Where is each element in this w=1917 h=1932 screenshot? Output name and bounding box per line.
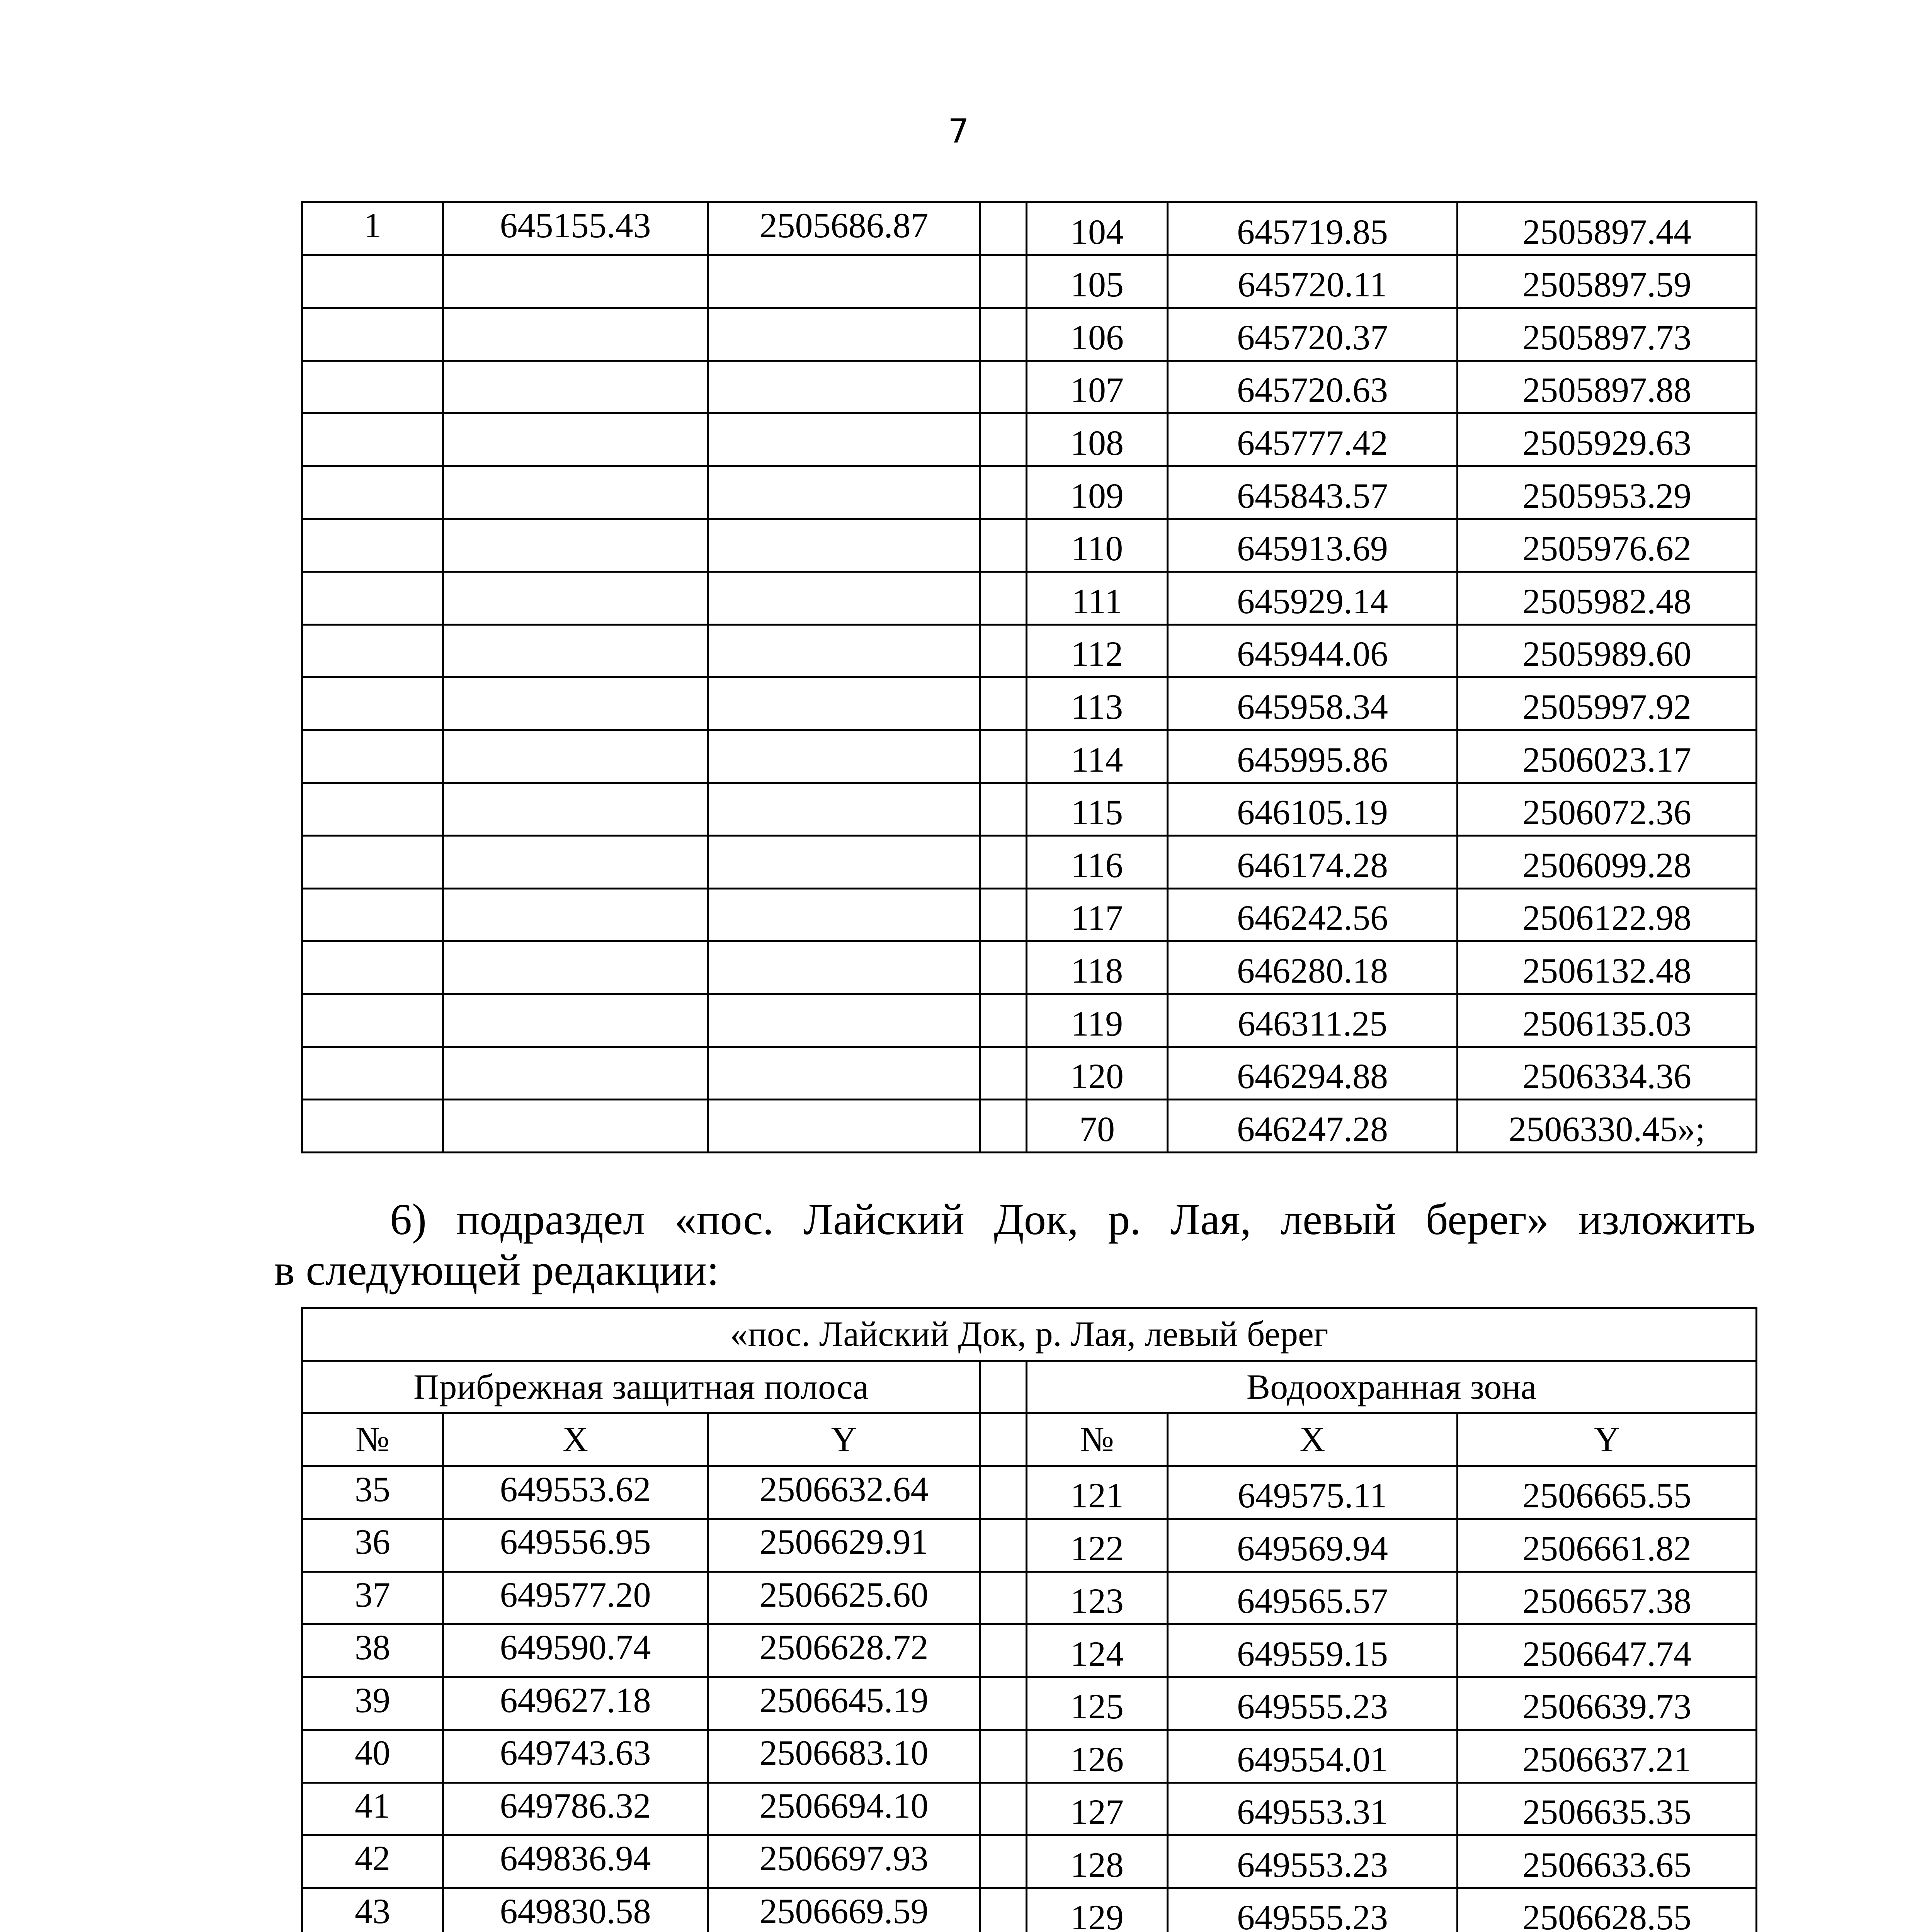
coordinates-table-lay-river: [301, 1307, 1757, 1932]
column-header-number: №: [302, 1413, 443, 1466]
table-row: [302, 1835, 1757, 1888]
spacer-cell: [980, 202, 1027, 255]
left-x-coordinate: [443, 255, 708, 308]
left-y-coordinate: 2506625.60: [708, 1571, 980, 1624]
left-point-number: [302, 466, 443, 519]
spacer-cell: [980, 466, 1027, 519]
amendment-paragraph-line: в следующей редакции:: [274, 1245, 719, 1295]
right-point-number: 120: [1027, 1047, 1168, 1100]
left-y-coordinate: [708, 572, 980, 625]
right-point-number: 109: [1027, 466, 1168, 519]
left-x-coordinate: [443, 1100, 708, 1153]
right-x-coordinate: 645929.14: [1168, 572, 1458, 625]
right-point-number: 105: [1027, 255, 1168, 308]
amendment-paragraph: [274, 1194, 1755, 1295]
right-y-coordinate: 2505953.29: [1458, 466, 1757, 519]
left-point-number: 36: [302, 1519, 443, 1572]
left-y-coordinate: 2506629.91: [708, 1519, 980, 1572]
left-point-number: [302, 413, 443, 466]
right-y-coordinate: 2505989.60: [1458, 624, 1757, 677]
coastal-protective-strip-header: Прибрежная защитная полоса: [302, 1361, 980, 1413]
left-y-coordinate: [708, 466, 980, 519]
right-point-number: 108: [1027, 413, 1168, 466]
left-point-number: [302, 836, 443, 889]
right-point-number: 127: [1027, 1782, 1168, 1835]
right-point-number: 121: [1027, 1466, 1168, 1519]
right-y-coordinate: 2506661.82: [1458, 1519, 1757, 1572]
left-point-number: [302, 624, 443, 677]
right-y-coordinate: 2506122.98: [1458, 888, 1757, 941]
right-x-coordinate: 649555.23: [1168, 1677, 1458, 1730]
left-x-coordinate: [443, 624, 708, 677]
right-point-number: 115: [1027, 783, 1168, 836]
right-x-coordinate: 649554.01: [1168, 1730, 1458, 1783]
right-y-coordinate: 2506072.36: [1458, 783, 1757, 836]
left-y-coordinate: 2506628.72: [708, 1624, 980, 1677]
right-point-number: 113: [1027, 677, 1168, 730]
table-row: [302, 255, 1757, 308]
table-row: [302, 1519, 1757, 1572]
table-row: [302, 1047, 1757, 1100]
spacer-cell: [980, 1100, 1027, 1153]
left-point-number: 35: [302, 1466, 443, 1519]
left-y-coordinate: 2506697.93: [708, 1835, 980, 1888]
right-x-coordinate: 649553.23: [1168, 1835, 1458, 1888]
coordinates-table-body: [302, 202, 1757, 1153]
right-y-coordinate: 2506330.45»;: [1458, 1100, 1757, 1153]
right-y-coordinate: 2506637.21: [1458, 1730, 1757, 1783]
right-y-coordinate: 2505897.73: [1458, 308, 1757, 361]
left-x-coordinate: 649836.94: [443, 1835, 708, 1888]
left-point-number: [302, 941, 443, 994]
left-x-coordinate: 649786.32: [443, 1782, 708, 1835]
left-x-coordinate: [443, 572, 708, 625]
right-point-number: 111: [1027, 572, 1168, 625]
spacer-cell: [980, 1466, 1027, 1519]
left-point-number: [302, 888, 443, 941]
right-point-number: 104: [1027, 202, 1168, 255]
left-y-coordinate: 2505686.87: [708, 202, 980, 255]
left-point-number: [302, 308, 443, 361]
spacer-cell: [980, 413, 1027, 466]
table-row: [302, 1730, 1757, 1783]
left-point-number: [302, 783, 443, 836]
amendment-paragraph-line: 6) подраздел «пос. Лайский Док, р. Лая, левый берег» изложить: [390, 1195, 1755, 1244]
left-point-number: 37: [302, 1571, 443, 1624]
left-x-coordinate: 649743.63: [443, 1730, 708, 1783]
right-x-coordinate: 646105.19: [1168, 783, 1458, 836]
spacer-cell: [980, 1677, 1027, 1730]
spacer-cell: [980, 1571, 1027, 1624]
right-point-number: 122: [1027, 1519, 1168, 1572]
spacer-cell: [980, 624, 1027, 677]
coordinates-table-body: [302, 1466, 1757, 1932]
left-y-coordinate: 2506694.10: [708, 1782, 980, 1835]
table-row: [302, 519, 1757, 572]
right-point-number: 107: [1027, 361, 1168, 413]
spacer-cell: [980, 1835, 1027, 1888]
table-row: [302, 624, 1757, 677]
right-x-coordinate: 649553.31: [1168, 1782, 1458, 1835]
spacer-cell: [980, 888, 1027, 941]
left-x-coordinate: [443, 519, 708, 572]
right-point-number: 114: [1027, 730, 1168, 783]
table-row: [302, 1888, 1757, 1932]
spacer-cell: [980, 572, 1027, 625]
spacer-cell: [980, 783, 1027, 836]
left-point-number: [302, 255, 443, 308]
spacer-cell: [980, 308, 1027, 361]
column-header-y: Y: [1458, 1413, 1757, 1466]
spacer-cell: [980, 677, 1027, 730]
column-header-x: X: [443, 1413, 708, 1466]
left-x-coordinate: 649590.74: [443, 1624, 708, 1677]
left-x-coordinate: [443, 730, 708, 783]
table-row: [302, 1466, 1757, 1519]
left-point-number: [302, 994, 443, 1047]
right-x-coordinate: 646294.88: [1168, 1047, 1458, 1100]
spacer-cell: [980, 1413, 1027, 1466]
left-point-number: [302, 730, 443, 783]
left-y-coordinate: [708, 1100, 980, 1153]
left-y-coordinate: [708, 624, 980, 677]
right-y-coordinate: 2506135.03: [1458, 994, 1757, 1047]
left-x-coordinate: 649577.20: [443, 1571, 708, 1624]
right-x-coordinate: 645719.85: [1168, 202, 1458, 255]
left-x-coordinate: [443, 836, 708, 889]
left-point-number: 41: [302, 1782, 443, 1835]
spacer-cell: [980, 836, 1027, 889]
table-row: [302, 466, 1757, 519]
right-y-coordinate: 2506647.74: [1458, 1624, 1757, 1677]
left-x-coordinate: [443, 888, 708, 941]
right-x-coordinate: 646280.18: [1168, 941, 1458, 994]
right-x-coordinate: 645913.69: [1168, 519, 1458, 572]
right-y-coordinate: 2505976.62: [1458, 519, 1757, 572]
right-y-coordinate: 2505982.48: [1458, 572, 1757, 625]
right-point-number: 112: [1027, 624, 1168, 677]
table-row: [302, 888, 1757, 941]
right-x-coordinate: 646242.56: [1168, 888, 1458, 941]
right-x-coordinate: 649569.94: [1168, 1519, 1458, 1572]
left-y-coordinate: 2506645.19: [708, 1677, 980, 1730]
right-x-coordinate: 645995.86: [1168, 730, 1458, 783]
spacer-cell: [980, 730, 1027, 783]
spacer-cell: [980, 519, 1027, 572]
table-row: [302, 202, 1757, 255]
right-point-number: 118: [1027, 941, 1168, 994]
left-y-coordinate: [708, 994, 980, 1047]
right-x-coordinate: 645958.34: [1168, 677, 1458, 730]
table-title: «пос. Лайский Док, р. Лая, левый берег: [302, 1308, 1757, 1361]
right-y-coordinate: 2506635.35: [1458, 1782, 1757, 1835]
left-point-number: 42: [302, 1835, 443, 1888]
left-y-coordinate: 2506632.64: [708, 1466, 980, 1519]
left-x-coordinate: [443, 941, 708, 994]
water-protection-zone-header: Водоохранная зона: [1027, 1361, 1757, 1413]
table-row: [302, 1100, 1757, 1153]
left-x-coordinate: [443, 677, 708, 730]
left-x-coordinate: 649627.18: [443, 1677, 708, 1730]
left-y-coordinate: [708, 308, 980, 361]
left-y-coordinate: [708, 519, 980, 572]
right-x-coordinate: 645720.11: [1168, 255, 1458, 308]
table-row: [302, 677, 1757, 730]
left-point-number: 39: [302, 1677, 443, 1730]
left-x-coordinate: [443, 783, 708, 836]
table-row: [302, 308, 1757, 361]
left-y-coordinate: [708, 361, 980, 413]
column-header-number: №: [1027, 1413, 1168, 1466]
left-point-number: 43: [302, 1888, 443, 1932]
left-y-coordinate: 2506669.59: [708, 1888, 980, 1932]
right-x-coordinate: 646174.28: [1168, 836, 1458, 889]
left-point-number: 38: [302, 1624, 443, 1677]
left-x-coordinate: [443, 361, 708, 413]
left-point-number: [302, 572, 443, 625]
right-y-coordinate: 2505897.44: [1458, 202, 1757, 255]
right-x-coordinate: 649565.57: [1168, 1571, 1458, 1624]
right-y-coordinate: 2506628.55: [1458, 1888, 1757, 1932]
right-point-number: 125: [1027, 1677, 1168, 1730]
left-y-coordinate: 2506683.10: [708, 1730, 980, 1783]
table-row: [302, 1782, 1757, 1835]
spacer-cell: [980, 361, 1027, 413]
left-point-number: [302, 677, 443, 730]
spacer-cell: [980, 994, 1027, 1047]
table-row: [302, 941, 1757, 994]
table-row: [302, 1624, 1757, 1677]
right-point-number: 126: [1027, 1730, 1168, 1783]
right-point-number: 124: [1027, 1624, 1168, 1677]
left-x-coordinate: 645155.43: [443, 202, 708, 255]
left-y-coordinate: [708, 677, 980, 730]
table-row: [302, 361, 1757, 413]
right-y-coordinate: 2506665.55: [1458, 1466, 1757, 1519]
spacer-cell: [980, 1047, 1027, 1100]
table-row: [302, 783, 1757, 836]
column-header-x: X: [1168, 1413, 1458, 1466]
left-x-coordinate: [443, 994, 708, 1047]
page-number: 7: [948, 112, 969, 151]
right-x-coordinate: 646247.28: [1168, 1100, 1458, 1153]
left-point-number: [302, 1047, 443, 1100]
right-x-coordinate: 646311.25: [1168, 994, 1458, 1047]
left-y-coordinate: [708, 888, 980, 941]
right-y-coordinate: 2506132.48: [1458, 941, 1757, 994]
left-y-coordinate: [708, 1047, 980, 1100]
coordinates-table-continued: [301, 201, 1757, 1153]
spacer-cell: [980, 1624, 1027, 1677]
spacer-cell: [980, 1519, 1027, 1572]
right-y-coordinate: 2506023.17: [1458, 730, 1757, 783]
right-y-coordinate: 2505897.59: [1458, 255, 1757, 308]
left-point-number: 40: [302, 1730, 443, 1783]
spacer-cell: [980, 255, 1027, 308]
right-y-coordinate: 2505897.88: [1458, 361, 1757, 413]
table-row: [302, 1677, 1757, 1730]
left-y-coordinate: [708, 255, 980, 308]
right-point-number: 119: [1027, 994, 1168, 1047]
spacer-cell: [980, 1782, 1027, 1835]
left-x-coordinate: [443, 308, 708, 361]
right-point-number: 110: [1027, 519, 1168, 572]
right-x-coordinate: 645777.42: [1168, 413, 1458, 466]
right-x-coordinate: 645843.57: [1168, 466, 1458, 519]
left-x-coordinate: [443, 466, 708, 519]
table-row: [302, 1571, 1757, 1624]
right-x-coordinate: 645944.06: [1168, 624, 1458, 677]
right-point-number: 117: [1027, 888, 1168, 941]
spacer-cell: [980, 1888, 1027, 1932]
left-y-coordinate: [708, 413, 980, 466]
right-y-coordinate: 2506657.38: [1458, 1571, 1757, 1624]
left-x-coordinate: 649553.62: [443, 1466, 708, 1519]
table-row: [302, 572, 1757, 625]
right-y-coordinate: 2505929.63: [1458, 413, 1757, 466]
right-y-coordinate: 2506334.36: [1458, 1047, 1757, 1100]
right-x-coordinate: 645720.37: [1168, 308, 1458, 361]
left-y-coordinate: [708, 941, 980, 994]
left-point-number: [302, 519, 443, 572]
table-row: [302, 836, 1757, 889]
right-y-coordinate: 2506633.65: [1458, 1835, 1757, 1888]
right-point-number: 70: [1027, 1100, 1168, 1153]
right-point-number: 106: [1027, 308, 1168, 361]
left-x-coordinate: 649556.95: [443, 1519, 708, 1572]
right-y-coordinate: 2506099.28: [1458, 836, 1757, 889]
left-x-coordinate: [443, 1047, 708, 1100]
right-point-number: 129: [1027, 1888, 1168, 1932]
left-x-coordinate: 649830.58: [443, 1888, 708, 1932]
spacer-cell: [980, 1361, 1027, 1413]
right-point-number: 128: [1027, 1835, 1168, 1888]
right-x-coordinate: 649559.15: [1168, 1624, 1458, 1677]
left-point-number: 1: [302, 202, 443, 255]
table-row: [302, 730, 1757, 783]
right-x-coordinate: 645720.63: [1168, 361, 1458, 413]
left-point-number: [302, 361, 443, 413]
left-x-coordinate: [443, 413, 708, 466]
right-x-coordinate: 649575.11: [1168, 1466, 1458, 1519]
left-y-coordinate: [708, 836, 980, 889]
right-x-coordinate: 649555.23: [1168, 1888, 1458, 1932]
column-header-y: Y: [708, 1413, 980, 1466]
right-y-coordinate: 2506639.73: [1458, 1677, 1757, 1730]
left-point-number: [302, 1100, 443, 1153]
spacer-cell: [980, 1730, 1027, 1783]
right-y-coordinate: 2505997.92: [1458, 677, 1757, 730]
table-row: [302, 994, 1757, 1047]
spacer-cell: [980, 941, 1027, 994]
left-y-coordinate: [708, 730, 980, 783]
coordinates-table-header: [302, 1308, 1757, 1466]
right-point-number: 123: [1027, 1571, 1168, 1624]
left-y-coordinate: [708, 783, 980, 836]
table-row: [302, 413, 1757, 466]
right-point-number: 116: [1027, 836, 1168, 889]
